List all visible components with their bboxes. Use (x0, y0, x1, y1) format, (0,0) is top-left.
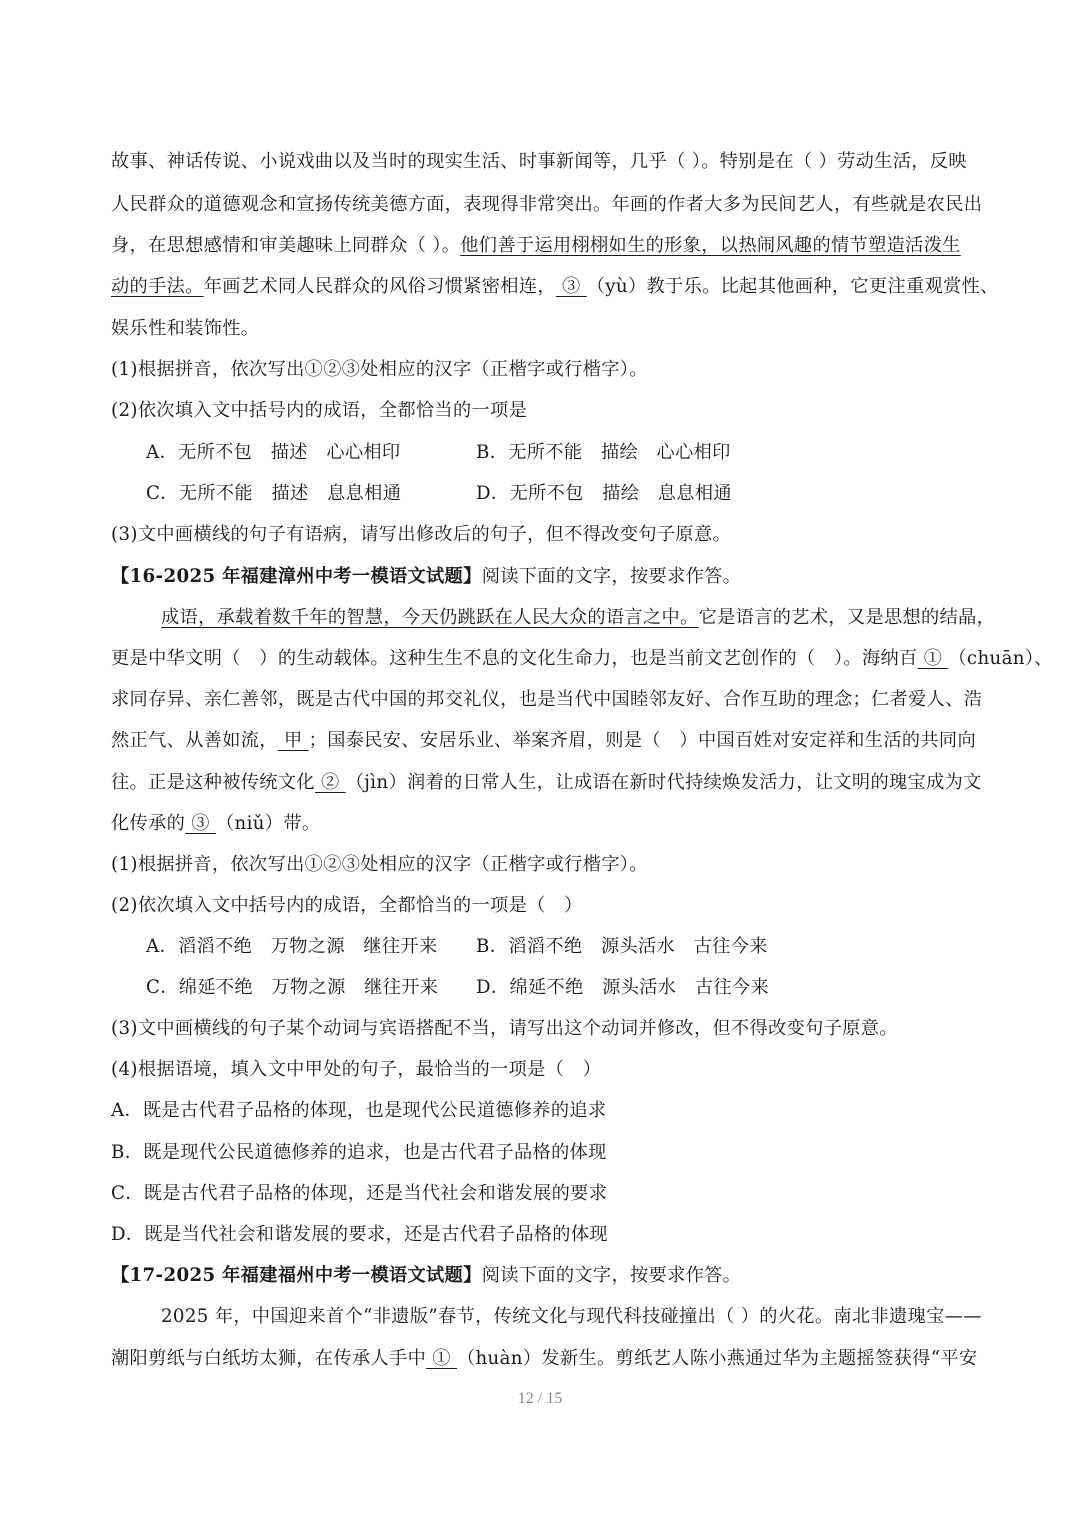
section16-line-4: 然正气、从善如流， 甲 ；国泰民安、安居乐业、举案齐眉，则是（ ）中国百姓对安定祥和生活的共同向 (111, 730, 977, 751)
blank-3: ③ (555, 276, 587, 297)
underlined-sentence-end: 动的手法。 (111, 276, 204, 297)
section17-line-1: 2025 年，中国迎来首个“非遗版”春节，传统文化与现代科技碰撞出（ ）的火花。南北非遗瑰宝—— (161, 1306, 982, 1327)
blank-1: ① (917, 648, 949, 669)
passage1-options-ab (146, 440, 731, 466)
option-a: A．无所不包 描述 心心相印 (146, 442, 401, 463)
passage1-line-4: 动的手法。年画艺术同人民群众的风俗习惯紧密相连， ③ （yù）教于乐。比起其他画种，它更注重观赏性、 (111, 276, 999, 297)
section17-heading: 【17-2025 年福建福州中考一模语文试题】阅读下面的文字，按要求作答。 (111, 1265, 742, 1286)
section16-line-3: 求同存异、亲仁善邻，既是古代中国的邦交礼仪，也是当代中国睦邻友好、合作互助的理念；仁者爱人、浩 (111, 689, 983, 710)
blank-3: ③ (185, 813, 216, 834)
passage1-options-cd (146, 481, 732, 507)
underlined-sentence: 成语，承载着数千年的智慧，今天仍跳跃在人民大众的语言之中。 (161, 607, 699, 628)
section16-options-ab (146, 934, 768, 960)
section16-q4-option-a: A．既是古代君子品格的体现，也是现代公民道德修养的追求 (111, 1100, 607, 1121)
section16-q4-option-b: B．既是现代公民道德修养的追求，也是古代君子品格的体现 (111, 1142, 607, 1163)
passage1-question-1: (1)根据拼音，依次写出①②③处相应的汉字（正楷字或行楷字）。 (111, 359, 648, 380)
section16-q4-option-d: D．既是当代社会和谐发展的要求，还是古代君子品格的体现 (111, 1224, 608, 1245)
section16-question-2: (2)依次填入文中括号内的成语，全都恰当的一项是（ ） (111, 895, 583, 916)
section16-question-4: (4)根据语境，填入文中甲处的句子，最恰当的一项是（ ） (111, 1059, 602, 1080)
passage1-line-3: 身，在思想感情和审美趣味上同群众（ ）。他们善于运用栩栩如生的形象，以热闹风趣的情节塑造活泼生 (111, 235, 961, 256)
section17-line-2: 潮阳剪纸与白纸坊太狮，在传承人手中 ① （huàn）发新生。剪纸艺人陈小燕通过华为主题摇签获得“平安 (111, 1348, 978, 1369)
section16-line-1: 成语，承载着数千年的智慧，今天仍跳跃在人民大众的语言之中。它是语言的艺术，又是思想的结晶， (161, 607, 996, 628)
section16-line-5: 往。正是这种被传统文化 ② （jìn）润着的日常人生，让成语在新时代持续焕发活力，让文明的瑰宝成为文 (111, 772, 982, 793)
blank-2: ② (314, 772, 346, 793)
section16-question-1: (1)根据拼音，依次写出①②③处相应的汉字（正楷字或行楷字）。 (111, 854, 648, 875)
section16-question-3: (3)文中画横线的句子某个动词与宾语搭配不当，请写出这个动词并修改，但不得改变句子原意。 (111, 1018, 898, 1039)
option-b: B．滔滔不绝 源头活水 古往今来 (476, 936, 768, 957)
underlined-sentence: 他们善于运用栩栩如生的形象，以热闹风趣的情节塑造活泼生 (460, 235, 961, 256)
option-c: C．绵延不绝 万物之源 继往开来 (146, 977, 439, 998)
option-b: B．无所不能 描绘 心心相印 (476, 442, 731, 463)
section16-q4-option-c: C．既是古代君子品格的体现，还是当代社会和谐发展的要求 (111, 1183, 608, 1204)
blank-jia: 甲 (277, 730, 309, 751)
passage1-line-2: 人民群众的道德观念和宣扬传统美德方面，表现得非常突出。年画的作者大多为民间艺人，有些就是农民出 (111, 194, 983, 215)
section16-line-6: 化传承的 ③ （niǔ）带。 (111, 813, 321, 834)
blank-1: ① (426, 1348, 457, 1369)
option-d: D．绵延不绝 源头活水 古往今来 (476, 977, 769, 998)
section16-heading: 【16-2025 年福建漳州中考一模语文试题】阅读下面的文字，按要求作答。 (111, 566, 742, 587)
passage1-line-5: 娱乐性和装饰性。 (111, 318, 260, 339)
section16-options-cd (146, 975, 769, 1001)
passage1-question-3: (3)文中画横线的句子有语病，请写出修改后的句子，但不得改变句子原意。 (111, 524, 732, 545)
option-c: C．无所不能 描述 息息相通 (146, 483, 402, 504)
passage1-question-2: (2)依次填入文中括号内的成语，全都恰当的一项是 (111, 400, 528, 421)
passage1-line-1: 故事、神话传说、小说戏曲以及当时的现实生活、时事新闻等，几乎（ ）。特别是在（ ）劳动生活，反映 (111, 151, 967, 172)
option-d: D．无所不包 描绘 息息相通 (476, 483, 732, 504)
option-a: A．滔滔不绝 万物之源 继往开来 (146, 936, 438, 957)
section16-line-2: 更是中华文明（ ）的生动载体。这种生生不息的文化生命力，也是当前文艺创作的（ ）。海纳百 ① （chuān）、 (111, 648, 1053, 669)
page-number: 12 / 15 (517, 1390, 563, 1407)
